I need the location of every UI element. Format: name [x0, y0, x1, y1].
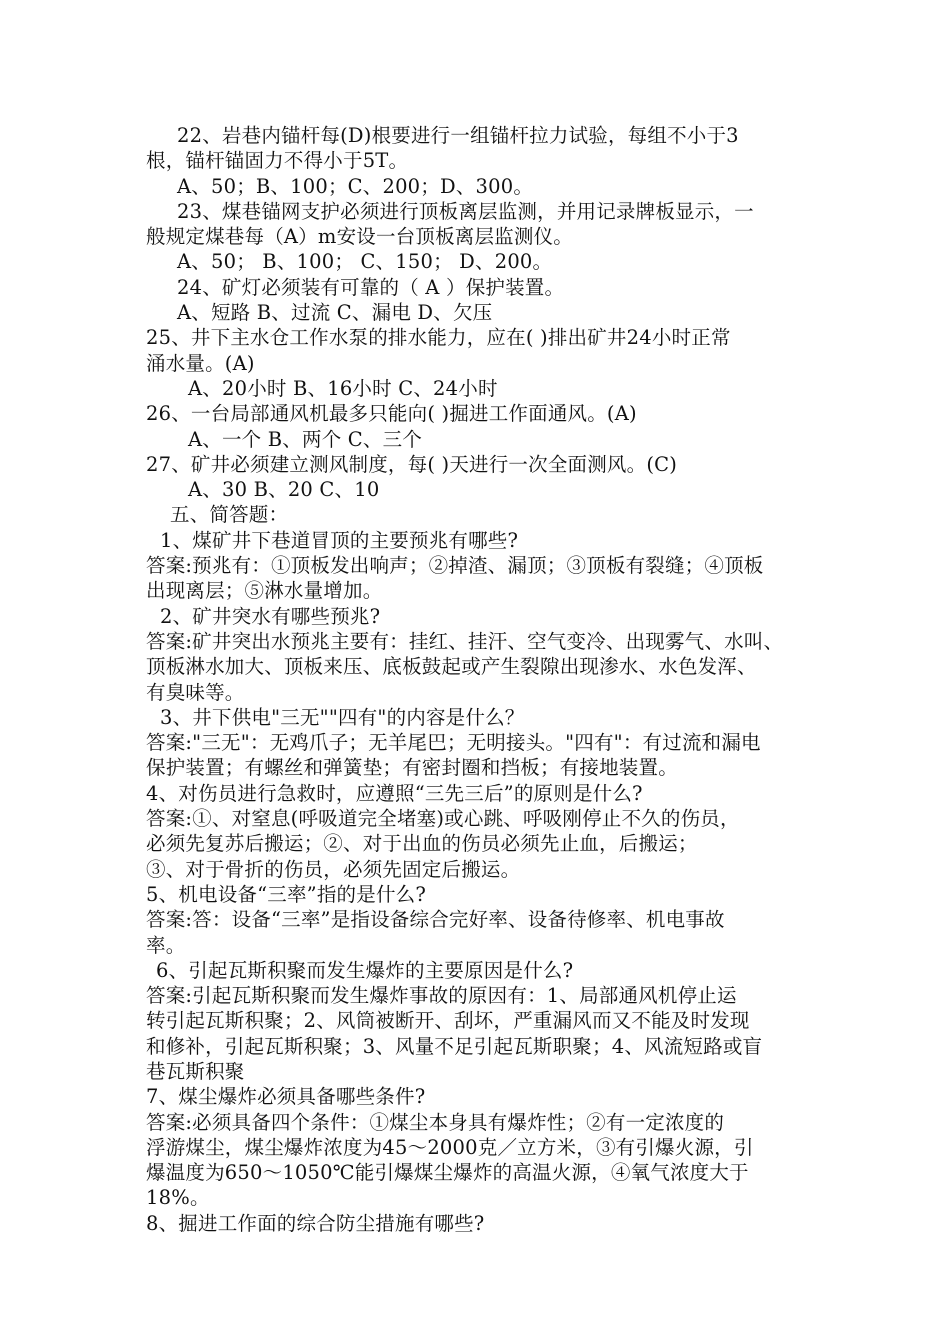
text-line: A、50； B、100； C、150； D、200。	[177, 250, 553, 274]
text-line: A、50；B、100；C、200；D、300。	[177, 174, 534, 198]
text-line: 22、岩巷内锚杆每(D)根要进行一组锚杆拉力试验，每组不小于3	[177, 124, 739, 147]
text-line: 答案:预兆有：①顶板发出响声；②掉渣、漏顶；③顶板有裂缝；④顶板	[146, 554, 764, 578]
text-line: 浮游煤尘，煤尘爆炸浓度为45～2000克／立方米，③有引爆火源，引	[146, 1135, 754, 1159]
text-line: A、20小时 B、16小时 C、24小时	[188, 376, 498, 400]
text-line: 27、矿井必须建立测风制度，每( )天进行一次全面测风。(C)	[146, 452, 678, 476]
text-line: ③、对于骨折的伤员，必须先固定后搬运。	[146, 857, 521, 881]
text-line: 7、煤尘爆炸必须具备哪些条件?	[146, 1085, 426, 1109]
text-line: 保护装置；有螺丝和弹簧垫；有密封圈和挡板；有接地装置。	[146, 756, 678, 780]
text-line: A、一个 B、两个 C、三个	[188, 427, 423, 451]
text-line: 答案:必须具备四个条件：①煤尘本身具有爆炸性；②有一定浓度的	[146, 1110, 725, 1134]
text-line: 26、一台局部通风机最多只能向( )掘进工作面通风。(A)	[146, 402, 637, 426]
text-line: 根，锚杆锚固力不得小于5T。	[146, 149, 409, 173]
text-line: 涌水量。(A)	[146, 351, 255, 375]
text-line: 18%。	[146, 1186, 210, 1210]
text-line: 和修补，引起瓦斯积聚；3、风量不足引起瓦斯职聚；4、风流短路或盲	[146, 1034, 763, 1058]
text-line: 答案:答：设备“三率”是指设备综合完好率、设备待修率、机电事故	[146, 908, 725, 932]
text-line: 2、矿井突水有哪些预兆?	[160, 604, 381, 628]
text-line: A、30 B、20 C、10	[188, 478, 380, 502]
text-line: A、短路 B、过流 C、漏电 D、欠压	[177, 301, 493, 325]
text-line: 答案:引起瓦斯积聚而发生爆炸事故的原因有：1、局部通风机停止运	[146, 984, 737, 1008]
document-body	[146, 123, 816, 1236]
text-line: 答案:矿井突出水预兆主要有：挂红、挂汗、空气变冷、出现雾气、水叫、	[146, 629, 784, 653]
text-line: 6、引起瓦斯积聚而发生爆炸的主要原因是什么?	[156, 958, 574, 982]
text-line: 4、对伤员进行急救时，应遵照“三先三后”的原则是什么?	[146, 781, 643, 805]
text-line: 25、井下主水仓工作水泵的排水能力，应在( )排出矿井24小时正常	[146, 326, 731, 350]
text-line: 8、掘进工作面的综合防尘措施有哪些?	[146, 1211, 485, 1235]
text-line: 3、井下供电"三无""四有"的内容是什么？	[160, 705, 525, 729]
text-line: 有臭味等。	[146, 680, 245, 704]
text-line: 答案:①、对窒息(呼吸道完全堵塞)或心跳、呼吸刚停止不久的伤员，	[146, 807, 740, 831]
text-line: 答案:"三无"：无鸡爪子；无羊尾巴；无明接头。"四有"：有过流和漏电	[146, 731, 761, 755]
text-line: 24、矿灯必须装有可靠的（ A ）保护装置。	[177, 275, 565, 299]
text-line: 率。	[146, 933, 186, 957]
text-line: 1、煤矿井下巷道冒顶的主要预兆有哪些?	[160, 528, 519, 552]
text-line: 转引起瓦斯积聚；2、风筒被断开、刮坏，严重漏风而又不能及时发现	[146, 1009, 750, 1033]
text-line: 般规定煤巷每（A）m安设一台顶板离层监测仪。	[146, 225, 573, 249]
text-line: 出现离层；⑤淋水量增加。	[146, 579, 383, 603]
text-line: 顶板淋水加大、顶板来压、底板鼓起或产生裂隙出现渗水、水色发浑、	[146, 655, 757, 679]
text-line: 五、简答题：	[170, 503, 289, 527]
text-line: 23、煤巷锚网支护必须进行顶板离层监测，并用记录牌板显示，一	[177, 199, 754, 223]
text-line: 必须先复苏后搬运；②、对于出血的伤员必须先止血，后搬运；	[146, 832, 698, 856]
text-line: 爆温度为650～1050℃能引爆煤尘爆炸的高温火源，④氧气浓度大于	[146, 1161, 749, 1185]
text-line: 巷瓦斯积聚	[146, 1059, 245, 1083]
text-line: 5、机电设备“三率”指的是什么?	[146, 882, 426, 906]
